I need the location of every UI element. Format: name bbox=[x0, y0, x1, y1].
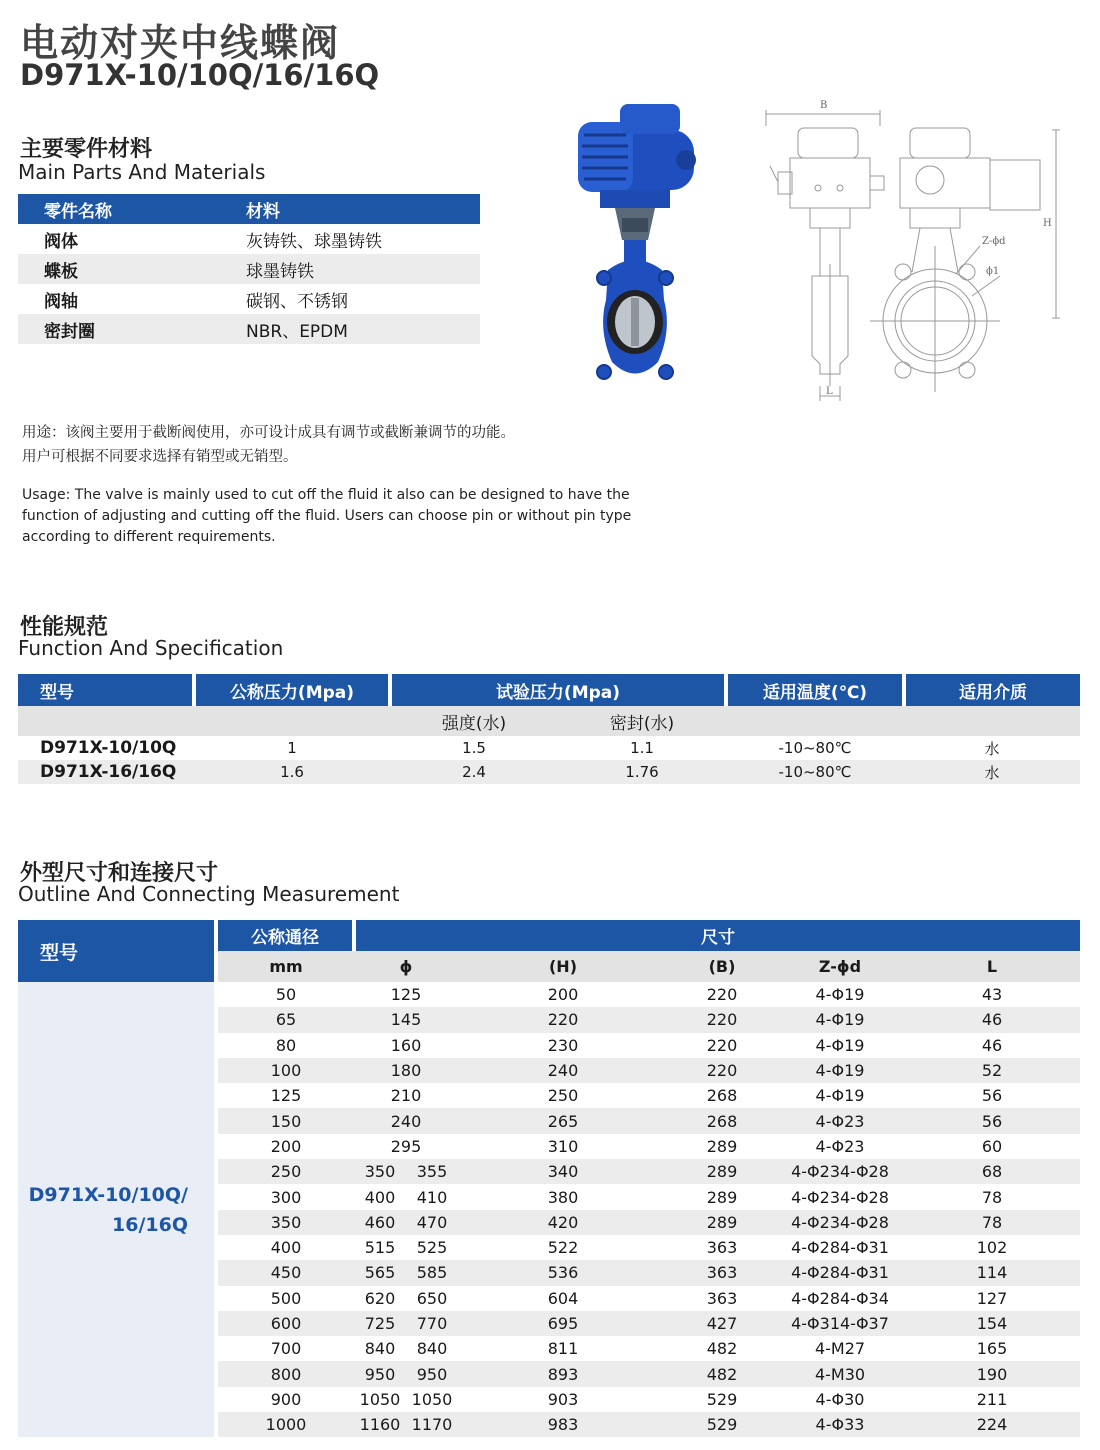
cell-dn: 400 bbox=[270, 1238, 302, 1258]
part-material: 碳钢、不锈钢 bbox=[246, 291, 348, 312]
usage-cn-line2: 用户可根据不同要求选择有销型或无销型。 bbox=[22, 449, 298, 465]
cell-h: 420 bbox=[458, 1210, 668, 1235]
outline-title-en: Outline And Connecting Measurement bbox=[18, 882, 400, 906]
cell-phi: 180 bbox=[354, 1058, 458, 1083]
cell-phi-alt: 525 bbox=[416, 1238, 448, 1258]
func-temp: -10~80℃ bbox=[726, 760, 904, 784]
func-medium: 水 bbox=[904, 760, 1080, 784]
cell-zd: 4-Φ23 bbox=[776, 1108, 904, 1133]
cell-b: 220 bbox=[706, 1035, 738, 1055]
cell-zd: 4-Φ30 bbox=[815, 1389, 865, 1409]
cell-phi-alt: 470 bbox=[406, 1210, 458, 1235]
cell-zd: 4-Φ28 bbox=[776, 1260, 840, 1285]
table-row bbox=[18, 314, 480, 344]
func-head-temp: 适用温度(℃) bbox=[726, 674, 904, 706]
cell-h: 811 bbox=[547, 1339, 579, 1359]
cell-b: 289 bbox=[706, 1136, 738, 1156]
cell-b: 482 bbox=[668, 1361, 776, 1386]
cell-b: 529 bbox=[706, 1389, 738, 1409]
cell-l: 46 bbox=[981, 1035, 1003, 1055]
materials-col-material: 材料 bbox=[220, 194, 480, 224]
func-pn: 1 bbox=[287, 739, 297, 757]
func-seal: 1.76 bbox=[558, 760, 726, 784]
cell-dn: 350 bbox=[216, 1210, 354, 1235]
cell-phi: 240 bbox=[354, 1108, 458, 1133]
cell-l: 102 bbox=[976, 1238, 1008, 1258]
cell-b: 268 bbox=[668, 1108, 776, 1133]
func-temp: -10~80℃ bbox=[778, 739, 852, 757]
cell-l: 78 bbox=[981, 1187, 1003, 1207]
outline-sub-h: (H) bbox=[458, 951, 668, 982]
outline-sub-b: (B) bbox=[668, 951, 776, 982]
cell-phi: 160 bbox=[390, 1035, 422, 1055]
cell-phi: 210 bbox=[390, 1086, 422, 1106]
func-head-model: 型号 bbox=[18, 674, 194, 706]
cell-h: 536 bbox=[458, 1260, 668, 1285]
cell-h: 220 bbox=[458, 1007, 668, 1032]
part-material: NBR、EPDM bbox=[220, 314, 480, 344]
cell-b: 220 bbox=[668, 1058, 776, 1083]
cell-dn: 65 bbox=[216, 1007, 354, 1032]
part-name: 阀轴 bbox=[44, 291, 78, 312]
cell-zd-alt: 4-Φ31 bbox=[840, 1260, 904, 1285]
cell-l: 52 bbox=[904, 1058, 1080, 1083]
function-table bbox=[18, 674, 1080, 784]
outline-head-model: 型号 bbox=[18, 920, 216, 982]
cell-l: 46 bbox=[904, 1007, 1080, 1032]
cell-phi-alt: 650 bbox=[416, 1288, 448, 1308]
cell-b: 363 bbox=[706, 1238, 738, 1258]
cell-l: 60 bbox=[981, 1136, 1003, 1156]
cell-h: 265 bbox=[458, 1108, 668, 1133]
outline-model-line2: 16/16Q bbox=[112, 1213, 188, 1236]
valve-photo bbox=[560, 100, 710, 390]
cell-phi-alt: 355 bbox=[406, 1159, 458, 1184]
cell-h: 983 bbox=[458, 1412, 668, 1437]
cell-zd-alt: 4-Φ28 bbox=[840, 1187, 889, 1207]
cell-zd-alt: 4-Φ28 bbox=[840, 1159, 904, 1184]
outline-sub-zd: Z-ϕd bbox=[776, 951, 904, 982]
cell-zd: 4-Φ33 bbox=[776, 1412, 904, 1437]
func-strength: 2.4 bbox=[390, 760, 558, 784]
part-name: 密封圈 bbox=[18, 314, 220, 344]
cell-dn: 50 bbox=[275, 985, 297, 1005]
cell-phi: 725 bbox=[354, 1311, 406, 1336]
cell-phi: 565 bbox=[354, 1260, 406, 1285]
cell-zd: 4-Φ19 bbox=[815, 1086, 865, 1106]
cell-dn: 300 bbox=[270, 1187, 302, 1207]
cell-h: 250 bbox=[547, 1086, 579, 1106]
table-row bbox=[18, 982, 1080, 1007]
table-row bbox=[18, 760, 1080, 784]
part-name: 蝶板 bbox=[18, 254, 220, 284]
func-seal: 1.1 bbox=[630, 739, 654, 757]
cell-l: 165 bbox=[976, 1339, 1008, 1359]
drawing-label-zd: Z-ϕd bbox=[982, 236, 1006, 247]
cell-dn: 800 bbox=[216, 1361, 354, 1386]
func-sub-strength: 强度(水) bbox=[390, 706, 558, 736]
cell-b: 427 bbox=[668, 1311, 776, 1336]
materials-col-name: 零件名称 bbox=[18, 194, 220, 224]
cell-zd: 4-Φ28 bbox=[791, 1238, 840, 1258]
outline-table bbox=[18, 920, 1080, 1437]
product-title: 电动对夹中线蝶阀 bbox=[20, 21, 341, 65]
table-row bbox=[18, 284, 480, 314]
cell-h: 604 bbox=[547, 1288, 579, 1308]
cell-h: 240 bbox=[458, 1058, 668, 1083]
cell-zd: 4-Φ19 bbox=[776, 1058, 904, 1083]
cell-l: 190 bbox=[904, 1361, 1080, 1386]
cell-phi: 460 bbox=[354, 1210, 406, 1235]
cell-dn: 700 bbox=[270, 1339, 302, 1359]
cell-b: 289 bbox=[668, 1159, 776, 1184]
cell-b: 220 bbox=[668, 1007, 776, 1032]
cell-phi: 350 bbox=[354, 1159, 406, 1184]
cell-phi-alt: 770 bbox=[406, 1311, 458, 1336]
table-row bbox=[18, 736, 1080, 760]
cell-phi: 125 bbox=[390, 985, 422, 1005]
outline-sub-mm: mm bbox=[216, 951, 354, 982]
cell-phi: 295 bbox=[390, 1136, 422, 1156]
func-sub-seal: 密封(水) bbox=[558, 706, 726, 736]
cell-zd: 4-Φ31 bbox=[776, 1311, 840, 1336]
cell-b: 220 bbox=[706, 985, 738, 1005]
cell-dn: 900 bbox=[270, 1389, 302, 1409]
func-model: D971X-10/10Q bbox=[40, 738, 177, 758]
cell-dn: 250 bbox=[216, 1159, 354, 1184]
cell-dn: 150 bbox=[216, 1108, 354, 1133]
func-model: D971X-16/16Q bbox=[18, 760, 194, 784]
drawing-label-phi: ϕ1 bbox=[986, 266, 1000, 277]
cell-zd: 4-M27 bbox=[814, 1339, 866, 1359]
cell-b: 363 bbox=[706, 1288, 738, 1308]
cell-zd-alt: 4-Φ37 bbox=[840, 1311, 904, 1336]
cell-zd: 4-M30 bbox=[776, 1361, 904, 1386]
usage-en-line2: function of adjusting and cutting off the fluid. Users can choose pin or without pin type bbox=[22, 508, 632, 524]
part-material: 灰铸铁、球墨铸铁 bbox=[246, 231, 382, 252]
cell-phi: 840 bbox=[364, 1339, 396, 1359]
func-head-medium: 适用介质 bbox=[904, 674, 1080, 706]
cell-phi-alt: 840 bbox=[416, 1339, 448, 1359]
cell-b: 289 bbox=[668, 1210, 776, 1235]
cell-dn: 1000 bbox=[216, 1412, 354, 1437]
func-head-pn: 公称压力(Mpa) bbox=[194, 674, 390, 706]
cell-l: 78 bbox=[904, 1210, 1080, 1235]
cell-zd: 4-Φ23 bbox=[791, 1187, 840, 1207]
cell-b: 268 bbox=[706, 1086, 738, 1106]
outline-sub-l: L bbox=[904, 951, 1080, 982]
materials-title-cn: 主要零件材料 bbox=[20, 137, 153, 162]
cell-phi: 400 bbox=[364, 1187, 396, 1207]
cell-b: 363 bbox=[668, 1260, 776, 1285]
cell-phi: 1050 bbox=[359, 1389, 401, 1409]
materials-table bbox=[18, 194, 480, 344]
outline-model-line1: D971X-10/10Q/ bbox=[28, 1183, 188, 1206]
func-medium: 水 bbox=[984, 739, 1000, 758]
part-material: 球墨铸铁 bbox=[220, 254, 480, 284]
outline-model-cell bbox=[18, 982, 216, 1437]
outline-head-dn: 公称通径 bbox=[216, 920, 354, 951]
drawing-label-l: L bbox=[826, 386, 833, 397]
cell-b: 289 bbox=[706, 1187, 738, 1207]
cell-l: 211 bbox=[976, 1389, 1008, 1409]
cell-zd-alt: 4-Φ31 bbox=[840, 1238, 889, 1258]
function-title-cn: 性能规范 bbox=[20, 615, 109, 640]
cell-l: 127 bbox=[976, 1288, 1008, 1308]
cell-phi: 620 bbox=[364, 1288, 396, 1308]
outline-head-size: 尺寸 bbox=[354, 920, 1080, 951]
cell-l: 224 bbox=[904, 1412, 1080, 1437]
cell-h: 380 bbox=[547, 1187, 579, 1207]
cell-b: 482 bbox=[706, 1339, 738, 1359]
drawing-label-b: B bbox=[820, 100, 828, 111]
usage-en-line3: according to different requirements. bbox=[22, 529, 276, 545]
cell-dn: 100 bbox=[216, 1058, 354, 1083]
cell-phi-alt: 950 bbox=[406, 1361, 458, 1386]
func-strength: 1.5 bbox=[462, 739, 486, 757]
cell-zd-alt: 4-Φ34 bbox=[840, 1288, 889, 1308]
cell-l: 56 bbox=[981, 1086, 1003, 1106]
cell-zd: 4-Φ23 bbox=[815, 1136, 865, 1156]
cell-h: 522 bbox=[547, 1238, 579, 1258]
function-title-en: Function And Specification bbox=[18, 636, 284, 660]
cell-h: 230 bbox=[547, 1035, 579, 1055]
cell-dn: 125 bbox=[270, 1086, 302, 1106]
cell-phi-alt: 1170 bbox=[406, 1412, 458, 1437]
func-head-test: 试验压力(Mpa) bbox=[390, 674, 726, 706]
usage-cn-line1: 用途：该阀主要用于截断阀使用，亦可设计成具有调节或截断兼调节的功能。 bbox=[22, 425, 515, 441]
cell-b: 529 bbox=[668, 1412, 776, 1437]
materials-title-en: Main Parts And Materials bbox=[18, 160, 266, 184]
cell-h: 310 bbox=[547, 1136, 579, 1156]
outline-sub-phi: ϕ bbox=[354, 951, 458, 982]
cell-phi-alt: 410 bbox=[416, 1187, 448, 1207]
cell-phi-alt: 1050 bbox=[411, 1389, 453, 1409]
cell-l: 154 bbox=[904, 1311, 1080, 1336]
cell-zd-alt: 4-Φ28 bbox=[840, 1210, 904, 1235]
cell-zd: 4-Φ28 bbox=[791, 1288, 840, 1308]
cell-dn: 200 bbox=[270, 1136, 302, 1156]
cell-zd: 4-Φ19 bbox=[815, 1035, 865, 1055]
cell-l: 114 bbox=[904, 1260, 1080, 1285]
cell-l: 56 bbox=[904, 1108, 1080, 1133]
cell-phi: 145 bbox=[354, 1007, 458, 1032]
cell-phi-alt: 585 bbox=[406, 1260, 458, 1285]
cell-phi: 950 bbox=[354, 1361, 406, 1386]
cell-zd: 4-Φ23 bbox=[776, 1210, 840, 1235]
drawing-label-h: H bbox=[1043, 218, 1052, 229]
cell-h: 903 bbox=[547, 1389, 579, 1409]
part-name: 阀体 bbox=[44, 231, 78, 252]
cell-dn: 450 bbox=[216, 1260, 354, 1285]
table-row bbox=[18, 224, 480, 254]
outline-title-cn: 外型尺寸和连接尺寸 bbox=[20, 861, 219, 886]
cell-h: 340 bbox=[458, 1159, 668, 1184]
cell-l: 43 bbox=[981, 985, 1003, 1005]
cell-zd: 4-Φ19 bbox=[776, 1007, 904, 1032]
cell-l: 68 bbox=[904, 1159, 1080, 1184]
cell-dn: 80 bbox=[275, 1035, 297, 1055]
cell-h: 893 bbox=[458, 1361, 668, 1386]
cell-zd: 4-Φ19 bbox=[815, 985, 865, 1005]
cell-zd: 4-Φ23 bbox=[776, 1159, 840, 1184]
cell-dn: 500 bbox=[270, 1288, 302, 1308]
func-pn: 1.6 bbox=[194, 760, 390, 784]
table-row bbox=[18, 254, 480, 284]
cell-phi: 515 bbox=[364, 1238, 396, 1258]
cell-phi: 1160 bbox=[354, 1412, 406, 1437]
product-model: D971X-10/10Q/16/16Q bbox=[20, 58, 380, 92]
cell-dn: 600 bbox=[216, 1311, 354, 1336]
dimension-drawing bbox=[760, 96, 1070, 406]
usage-en-line1: Usage: The valve is mainly used to cut off the fluid it also can be designed to have the bbox=[22, 487, 630, 503]
cell-h: 695 bbox=[458, 1311, 668, 1336]
cell-h: 200 bbox=[547, 985, 579, 1005]
